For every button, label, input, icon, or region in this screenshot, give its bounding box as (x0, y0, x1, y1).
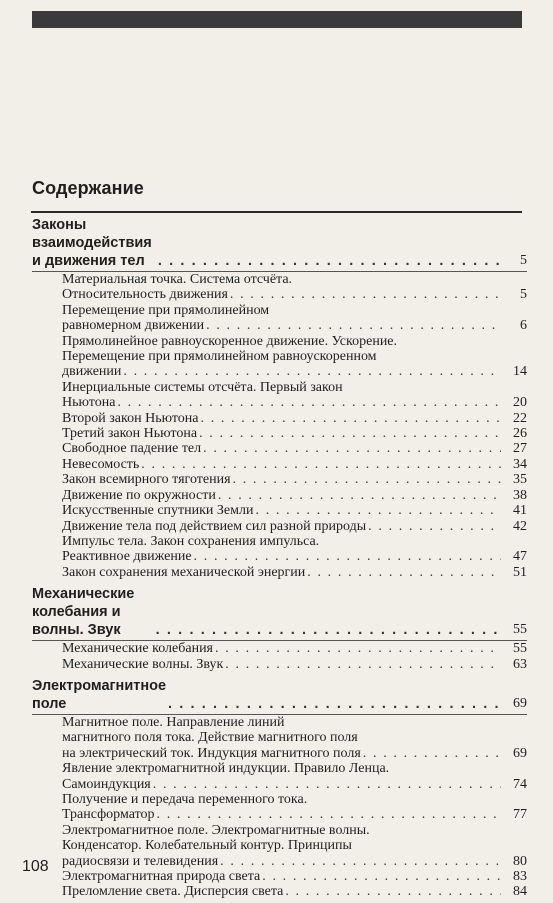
toc-entry (32, 534, 527, 565)
dot-leader (262, 869, 501, 884)
toc-entry-page: 42 (513, 518, 527, 534)
dot-leader (307, 565, 501, 580)
dot-leader (157, 807, 501, 822)
toc-entry-text: Материальная точка. Система отсчёта. (62, 272, 293, 287)
toc-entry-page: 38 (513, 487, 527, 503)
toc-entry (32, 334, 527, 380)
toc-entry-text: Инерциальные системы отсчёта. Первый закон (62, 379, 343, 395)
top-rule (32, 11, 522, 28)
toc-entry (32, 884, 527, 899)
dot-leader (123, 364, 501, 379)
toc-entry-text: Импульс тела. Закон сохранения импульса. (62, 533, 320, 549)
toc-entry-text: Ньютона (62, 395, 116, 411)
toc-entry-text: Закон сохранения механической энергии (62, 564, 306, 580)
title-rule (31, 211, 522, 213)
toc-entry-page: 34 (513, 456, 527, 472)
toc-entry (32, 441, 527, 456)
dot-leader (256, 503, 502, 518)
toc-entry-text: Механические колебания (62, 641, 213, 657)
toc-entry-page: 55 (513, 641, 527, 657)
toc-entry (32, 426, 527, 441)
dot-leader (199, 426, 501, 441)
toc-entry-text: магнитного поля тока. Действие магнитного поля (62, 730, 358, 746)
toc-entry-page: 5 (520, 287, 527, 303)
toc-entry-page: 80 (513, 853, 527, 869)
toc-entry (32, 503, 527, 518)
toc-entry-page: 22 (513, 410, 527, 426)
toc-entry (32, 472, 527, 487)
toc-entry-text: Относительность движения (62, 287, 228, 303)
page-title: Содержание (32, 178, 144, 198)
toc-entry (32, 272, 527, 303)
toc-section-page: 55 (513, 622, 527, 638)
toc-entry-page: 41 (513, 503, 527, 519)
section-gap (32, 580, 527, 583)
toc-entry-page: 74 (513, 776, 527, 792)
toc-entry (32, 488, 527, 503)
toc-entry-page: 27 (513, 441, 527, 457)
toc-section-title: Законы взаимодействия и движения тел (32, 217, 152, 269)
toc-entry-text: Электромагнитная природа света (62, 869, 261, 884)
toc-entry-page: 14 (513, 364, 527, 380)
toc-entry-text: Закон всемирного тяготения (62, 472, 231, 488)
toc-entry-page: 83 (513, 869, 527, 884)
toc-entry-page: 6 (520, 318, 527, 334)
toc-entry (32, 457, 527, 472)
toc-entry-text: Преломление света. Дисперсия света (62, 884, 284, 900)
toc-entry-text: Электромагнитное поле. Электромагнитные волны. (62, 822, 370, 838)
toc-entry-text: Трансформатор (62, 807, 155, 823)
section-gap (32, 900, 527, 903)
toc-entry-text: Невесомость (62, 456, 140, 472)
toc-section-heading (32, 585, 527, 639)
dot-leader (230, 287, 501, 302)
page-number: 108 (22, 858, 49, 875)
dot-leader (168, 695, 501, 713)
dot-leader (194, 549, 501, 564)
toc-entry (32, 823, 527, 869)
toc-entry (32, 761, 527, 792)
dot-leader (285, 884, 501, 899)
dot-leader (220, 854, 501, 869)
toc-section-page: 5 (520, 253, 527, 268)
toc-entry (32, 792, 527, 823)
dot-leader (206, 318, 501, 333)
dot-leader (363, 746, 501, 761)
dot-leader (215, 641, 501, 656)
dot-leader (218, 488, 501, 503)
toc-entry-page: 84 (513, 884, 527, 900)
toc-section-title: Механические колебания и волны. Звук (32, 586, 135, 639)
toc-section-heading (32, 677, 527, 713)
toc-entry-text: движении (62, 364, 122, 380)
dot-leader (158, 252, 501, 270)
toc-entry (32, 411, 527, 426)
toc-entry-text: радиосвязи и телевидения (62, 853, 219, 869)
toc-entry-page: 35 (513, 472, 527, 488)
dot-leader (201, 411, 502, 426)
toc-entry-text: Свободное падение тел (62, 441, 202, 457)
table-of-contents (32, 216, 527, 903)
dot-leader (233, 472, 501, 487)
dot-leader (156, 621, 501, 639)
toc-section-heading (32, 216, 527, 270)
dot-leader (225, 657, 501, 672)
toc-entry (32, 869, 527, 884)
toc-entry-page: 69 (513, 745, 527, 761)
toc-entry-text: равномерном движении (62, 318, 205, 334)
toc-entry-text: Перемещение при прямолинейном равноускоренном (62, 349, 377, 365)
dot-leader (203, 441, 501, 456)
toc-entry-text: Перемещение при прямолинейном (62, 302, 270, 318)
toc-entry-page: 47 (513, 549, 527, 565)
toc-entry-text: Самоиндукция (62, 776, 151, 792)
toc-entry (32, 565, 527, 580)
toc-entry (32, 657, 527, 672)
toc-entry-text: Реактивное движение (62, 549, 192, 565)
toc-entry-text: Второй закон Ньютона (62, 410, 199, 426)
dot-leader (368, 519, 501, 534)
toc-entry-text: Искусственные спутники Земли (62, 503, 254, 519)
toc-entry-text: Третий закон Ньютона (62, 426, 198, 442)
toc-entry-page: 20 (513, 395, 527, 411)
toc-entry (32, 303, 527, 334)
dot-leader (117, 395, 501, 410)
toc-entry (32, 519, 527, 534)
toc-entry-page: 63 (513, 656, 527, 672)
toc-entry-text: Механические волны. Звук (62, 656, 224, 672)
toc-entry-text: Получение и передача переменного тока. (62, 791, 308, 807)
toc-entry-page: 26 (513, 426, 527, 442)
section-gap (32, 672, 527, 675)
toc-entry-text: Явление электромагнитной индукции. Правило Ленца. (62, 761, 390, 777)
dot-leader (153, 777, 501, 792)
toc-entry-text: на электрический ток. Индукция магнитного поля (62, 745, 361, 761)
toc-entry-page: 51 (513, 564, 527, 580)
toc-entry-text: Прямолинейное равноускоренное движение. Ускорение. (62, 333, 398, 349)
toc-entry-text: Движение по окружности (62, 487, 216, 503)
toc-entry-text: Магнитное поле. Направление линий (62, 714, 285, 730)
toc-entry (32, 380, 527, 411)
toc-section-page: 69 (513, 695, 527, 711)
toc-entry (32, 715, 527, 761)
toc-entry-text: Движение тела под действием сил разной природы (62, 518, 367, 534)
dot-leader (141, 457, 501, 472)
toc-section-title: Электромагнитное поле (32, 677, 167, 712)
toc-entry-page: 77 (513, 807, 527, 823)
toc-entry-text: Конденсатор. Колебательный контур. Принципы (62, 838, 352, 854)
toc-entry (32, 641, 527, 656)
